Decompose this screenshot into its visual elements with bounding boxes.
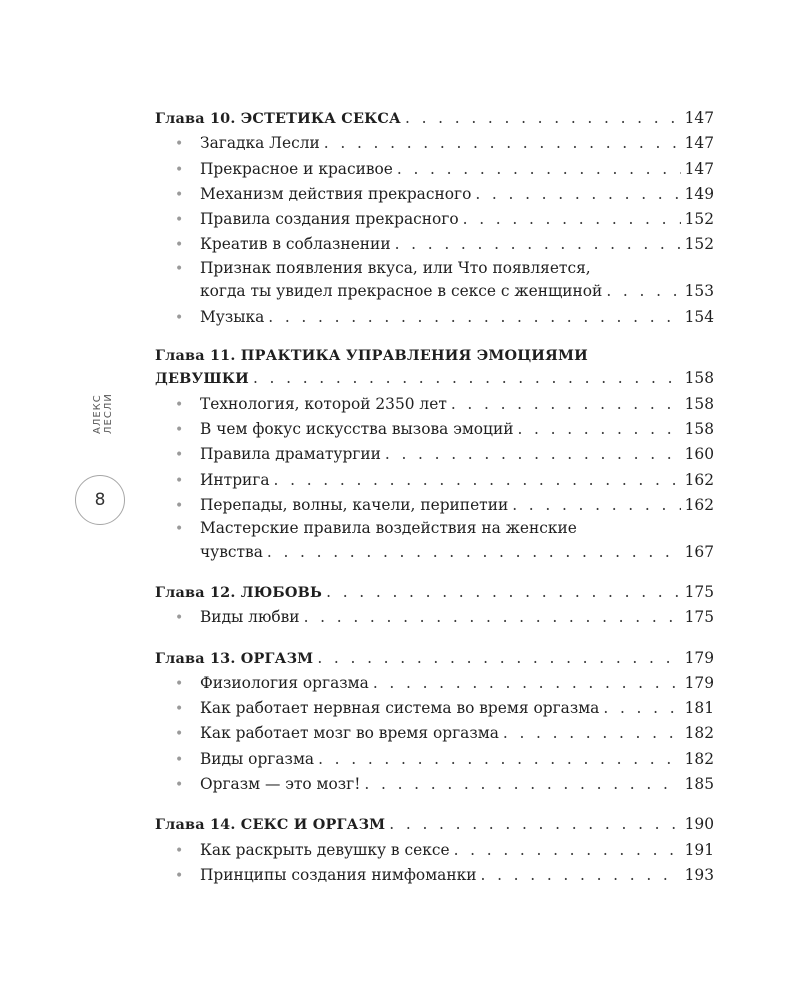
bullet-icon: • — [175, 751, 184, 768]
bullet-icon: • — [175, 867, 184, 884]
bullet-icon: • — [175, 842, 184, 859]
page-ref: 193 — [684, 865, 714, 884]
entry-title: Механизм действия прекрасного — [200, 184, 472, 203]
page-number-badge — [75, 475, 125, 525]
chapter-title: Глава 14. СЕКС И ОРГАЗМ — [155, 816, 386, 834]
chapter-heading — [155, 580, 714, 605]
chapter-heading — [155, 646, 714, 671]
dot-leader — [268, 305, 680, 330]
bullet-icon: • — [175, 309, 184, 326]
toc-entry-line1 — [155, 518, 714, 540]
page-ref: 185 — [684, 775, 714, 794]
chapter-title: Глава 10. ЭСТЕТИКА СЕКСА — [155, 110, 401, 127]
bullet-icon: • — [175, 421, 184, 438]
dot-leader — [603, 696, 680, 721]
page-ref: 158 — [684, 419, 714, 438]
bullet-icon: • — [175, 472, 184, 489]
dot-leader — [395, 232, 681, 257]
entry-title: Как работает нервная система во время оргазма — [200, 699, 600, 718]
bullet-icon: • — [175, 521, 184, 538]
toc-entry — [155, 417, 714, 442]
page-ref: 158 — [684, 394, 714, 413]
entry-title: Технология, которой 2350 лет — [200, 394, 447, 413]
page-ref: 152 — [684, 210, 714, 229]
toc-chapter-14 — [155, 812, 714, 888]
dot-leader — [267, 540, 681, 565]
page-ref: 149 — [684, 184, 714, 203]
dot-leader — [463, 207, 681, 232]
toc-entry — [155, 493, 714, 518]
page-ref: 154 — [684, 307, 714, 326]
entry-title: Мастерские правила воздействия на женские — [200, 519, 577, 538]
toc-entry — [155, 747, 714, 772]
toc-entry-line1 — [155, 258, 714, 280]
dot-leader — [480, 863, 680, 888]
dot-leader — [364, 772, 680, 797]
entry-title: Виды оргазма — [200, 749, 315, 768]
bullet-icon: • — [175, 212, 184, 229]
entry-title: Оргазм — это мозг! — [200, 775, 361, 794]
entry-title: Признак появления вкуса, или Что появляется, — [200, 258, 591, 277]
toc-entry — [155, 772, 714, 797]
dot-leader — [317, 646, 680, 671]
bullet-icon: • — [175, 447, 184, 464]
toc-entry — [155, 721, 714, 746]
chapter-heading — [155, 106, 714, 131]
page-ref: 191 — [684, 840, 714, 859]
toc-entry — [155, 305, 714, 330]
page-ref: 175 — [684, 608, 714, 627]
dot-leader — [405, 106, 681, 131]
page-ref: 162 — [684, 495, 714, 514]
toc-entry — [155, 671, 714, 696]
toc-entry-line2 — [155, 279, 714, 304]
chapter-heading-line1 — [155, 345, 714, 367]
dot-leader — [318, 747, 681, 772]
dot-leader — [304, 605, 681, 630]
dot-leader — [389, 812, 680, 837]
toc-chapter-10 — [155, 106, 714, 330]
table-of-contents — [155, 106, 714, 903]
dot-leader — [475, 182, 680, 207]
dot-leader — [274, 468, 681, 493]
dot-leader — [373, 671, 681, 696]
entry-title: Интрига — [200, 470, 270, 489]
dot-leader — [253, 366, 681, 391]
entry-title: Загадка Лесли — [200, 134, 320, 153]
toc-entry — [155, 207, 714, 232]
bullet-icon: • — [175, 237, 184, 254]
bullet-icon: • — [175, 260, 184, 277]
chapter-heading-line2 — [155, 366, 714, 391]
toc-entry — [155, 696, 714, 721]
page-ref: 160 — [684, 445, 714, 464]
dot-leader — [503, 721, 681, 746]
entry-title: Прекрасное и красивое — [200, 159, 393, 178]
toc-entry — [155, 131, 714, 156]
page-number: 8 — [94, 490, 106, 510]
page-ref: 167 — [684, 542, 714, 561]
bullet-icon: • — [175, 497, 184, 514]
bullet-icon: • — [175, 396, 184, 413]
entry-title: Физиология оргазма — [200, 673, 369, 692]
page-ref: 158 — [684, 369, 714, 388]
bullet-icon: • — [175, 610, 184, 627]
page-ref: 147 — [684, 109, 714, 127]
toc-entry — [155, 392, 714, 417]
entry-title: Правила драматургии — [200, 445, 381, 464]
page-ref: 181 — [684, 699, 714, 718]
dot-leader — [606, 279, 680, 304]
page-ref: 179 — [684, 673, 714, 692]
page-ref: 147 — [684, 134, 714, 153]
entry-title: Музыка — [200, 307, 265, 326]
dot-leader — [324, 131, 681, 156]
toc-entry-line2 — [155, 540, 714, 565]
page-ref: 153 — [684, 282, 714, 301]
bullet-icon: • — [175, 186, 184, 203]
entry-title: Перепады, волны, качели, перипетии — [200, 495, 509, 514]
bullet-icon: • — [175, 161, 184, 178]
chapter-title: Глава 11. ПРАКТИКА УПРАВЛЕНИЯ ЭМОЦИЯМИ — [155, 346, 588, 364]
toc-chapter-13 — [155, 646, 714, 798]
page-ref: 182 — [684, 749, 714, 768]
toc-entry — [155, 232, 714, 257]
toc-entry — [155, 605, 714, 630]
dot-leader — [512, 493, 680, 518]
bullet-icon: • — [175, 777, 184, 794]
page-ref: 182 — [684, 724, 714, 743]
page-ref: 152 — [684, 235, 714, 254]
chapter-title: Глава 12. ЛЮБОВЬ — [155, 583, 323, 601]
entry-title-continued: чувства — [200, 542, 263, 561]
toc-entry — [155, 468, 714, 493]
dot-leader — [517, 417, 680, 442]
page-ref: 147 — [684, 159, 714, 178]
chapter-title-continued: ДЕВУШКИ — [155, 370, 249, 388]
entry-title: Правила создания прекрасного — [200, 210, 459, 229]
toc-chapter-12 — [155, 580, 714, 631]
chapter-heading — [155, 812, 714, 837]
dot-leader — [385, 442, 681, 467]
page-ref: 190 — [684, 815, 714, 834]
toc-entry — [155, 157, 714, 182]
entry-title: Креатив в соблазнении — [200, 235, 391, 254]
entry-title-continued: когда ты увидел прекрасное в сексе с женщиной — [200, 282, 603, 301]
toc-entry — [155, 442, 714, 467]
entry-title: В чем фокус искусства вызова эмоций — [200, 419, 514, 438]
dot-leader — [454, 838, 681, 863]
chapter-title: Глава 13. ОРГАЗМ — [155, 649, 314, 667]
toc-chapter-11 — [155, 345, 714, 565]
toc-entry — [155, 182, 714, 207]
entry-title: Принципы создания нимфоманки — [200, 865, 477, 884]
entry-title: Виды любви — [200, 608, 300, 627]
bullet-icon: • — [175, 675, 184, 692]
toc-entry — [155, 863, 714, 888]
page-ref: 179 — [684, 648, 714, 667]
page-ref: 162 — [684, 470, 714, 489]
dot-leader — [326, 580, 681, 605]
entry-title: Как раскрыть девушку в сексе — [200, 840, 450, 859]
page-ref: 175 — [684, 582, 714, 601]
dot-leader — [451, 392, 681, 417]
bullet-icon: • — [175, 136, 184, 153]
bullet-icon: • — [175, 701, 184, 718]
entry-title: Как работает мозг во время оргазма — [200, 724, 499, 743]
bullet-icon: • — [175, 726, 184, 743]
running-head-author: АЛЕКС ЛЕСЛИ — [92, 393, 114, 435]
dot-leader — [397, 157, 681, 182]
toc-entry — [155, 838, 714, 863]
